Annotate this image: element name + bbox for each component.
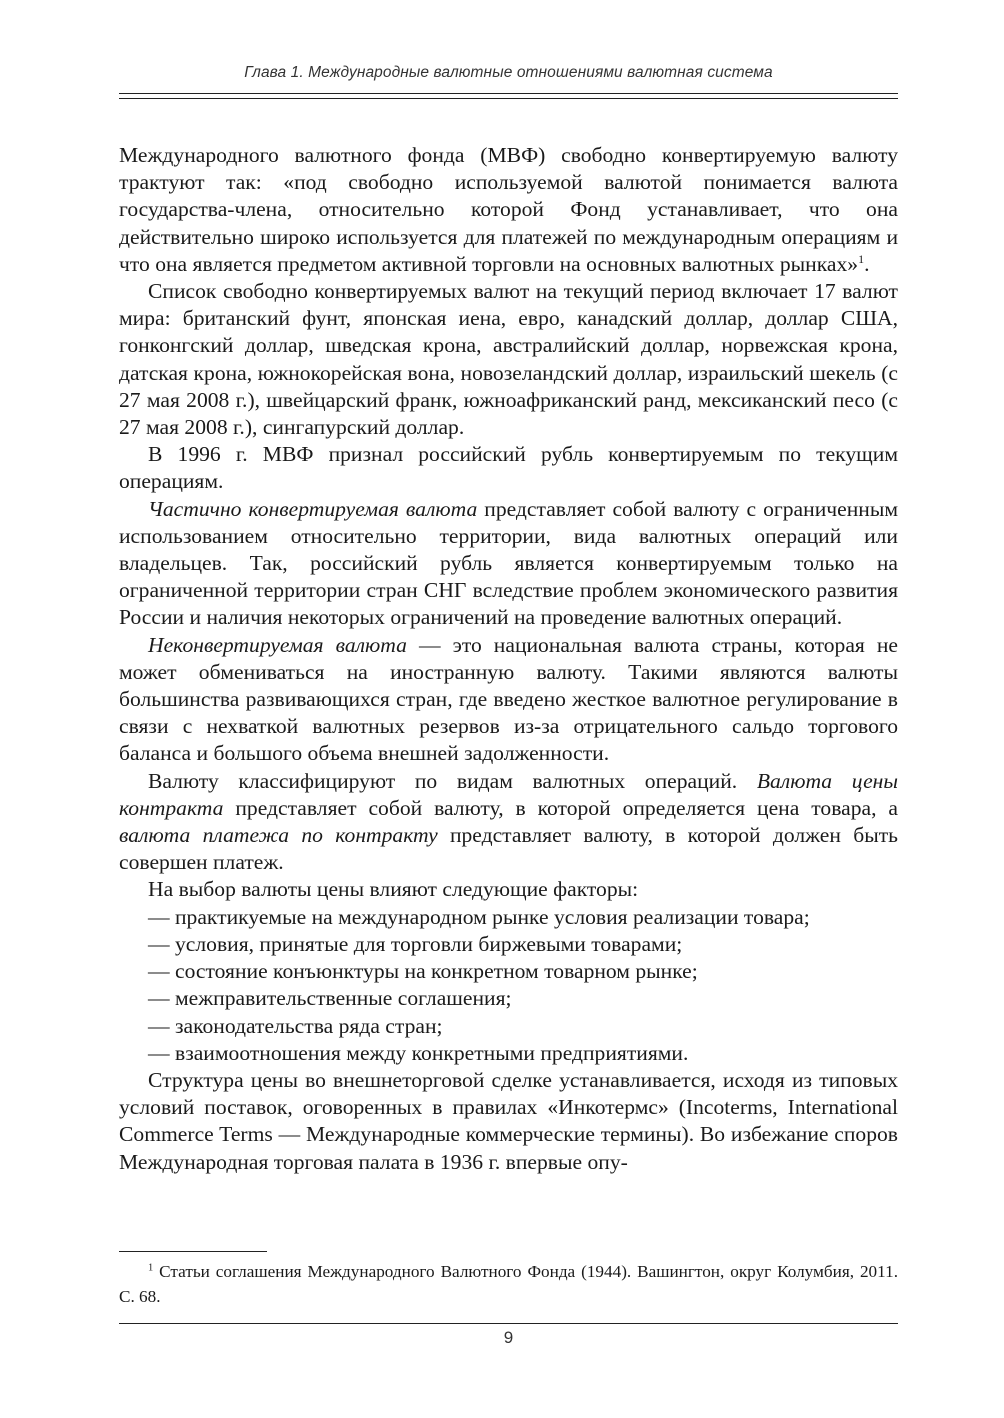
term-italic: Неконвертируемая валюта bbox=[148, 632, 407, 657]
header-rule bbox=[119, 93, 898, 99]
paragraph bbox=[119, 496, 898, 632]
term-italic: валюта платежа по контракту bbox=[119, 823, 438, 848]
paragraph bbox=[119, 632, 898, 768]
paragraph-text: Международного валютного фонда (МВФ) свободно конвертируемую валюту трактуют так: «под свободно используемой валютой понимается валюта государства-члена, относительно которой Фонд устанавливает, что она действительно широко используется для платежей по международным операциям и что она является предметом активной торговли на основных валютных рынках» bbox=[119, 143, 898, 276]
body-text bbox=[119, 142, 898, 1176]
paragraph: В 1996 г. МВФ признал российский рубль конвертируемым по текущим операциям. bbox=[119, 442, 898, 494]
paragraph-text: представляет валюту, в которой должен быть совершен платеж. bbox=[119, 823, 898, 875]
paragraph-text: Валюту классифицируют по видам валютных операций. bbox=[148, 768, 757, 793]
footnote-reference[interactable]: 1 bbox=[858, 251, 865, 266]
running-head: Глава 1. Международные валютные отношениями валютная система bbox=[244, 64, 773, 81]
page-number: 9 bbox=[503, 1328, 514, 1347]
paragraph bbox=[119, 768, 898, 877]
list-item: — практикуемые на международном рынке условия реализации товара; bbox=[148, 904, 810, 929]
paragraph: Структура цены во внешнеторговой сделке устанавливается, исходя из типовых условий поставок, оговоренных в правилах «Инкотермс» (Incoterms, International Commerce Terms — Международные коммерческие термины). Во избежание споров Международная торговая палата в 1936 г. впервые опу- bbox=[119, 1067, 898, 1174]
paragraph-end: . bbox=[864, 251, 870, 276]
footnote-text: Статьи соглашения Международного Валютного Фонда (1944). Вашингтон, округ Колумбия, 2011. С. 68. bbox=[119, 1262, 898, 1306]
footnote bbox=[119, 1260, 898, 1309]
list-item: — законодательства ряда стран; bbox=[148, 1013, 443, 1038]
paragraph: Список свободно конвертируемых валют на текущий период включает 17 валют мира: британский фунт, японская иена, евро, канадский доллар, доллар США, гонконгский доллар, шведская крона, австралийский доллар, норвежская крона, датская крона, южнокорейская вона, новозеландский доллар, израильский шекель (с 27 мая 2008 г.), швейцарский франк, южноафриканский ранд, мексиканский песо (с 27 мая 2008 г.), сингапурский доллар. bbox=[119, 279, 898, 440]
paragraph-text: — это национальная валюта страны, которая не может обмениваться на иностранную валюту. Такими являются валюты большинства развивающихся стран, где введено жесткое валютное регулирование в связи с нехваткой валютных резервов из-за отрицательного сальдо торгового баланса и большого объема внешней задолженности. bbox=[119, 632, 898, 766]
paragraph bbox=[119, 142, 898, 278]
term-italic: Частично конвертируемая валюта bbox=[148, 496, 478, 521]
list-item: — взаимоотношения между конкретными предприятиями. bbox=[148, 1040, 689, 1065]
list-item: — условия, принятые для торговли биржевыми товарами; bbox=[148, 931, 683, 956]
term-italic: Валюта цены контракта bbox=[119, 768, 898, 820]
list-item: — межправительственные соглашения; bbox=[148, 986, 512, 1011]
footnote-marker: 1 bbox=[148, 1262, 154, 1274]
footnote-rule bbox=[119, 1251, 267, 1252]
paragraph-text: представляет собой валюту, в которой определяется цена товара, а bbox=[223, 795, 898, 820]
footer-rule bbox=[119, 1323, 898, 1324]
list-item: — состояние конъюнктуры на конкретном товарном рынке; bbox=[148, 959, 698, 984]
paragraph-text: представляет собой валюту с ограниченным использованием относительно территории, вида валютных операций или владельцев. Так, российский рубль является конвертируемым только на ограниченной территории стран СНГ вследствие проблем экономического развития России и наличия некоторых ограничений на проведение валютных операций. bbox=[119, 496, 898, 630]
paragraph: На выбор валюты цены влияют следующие факторы: bbox=[148, 877, 639, 902]
